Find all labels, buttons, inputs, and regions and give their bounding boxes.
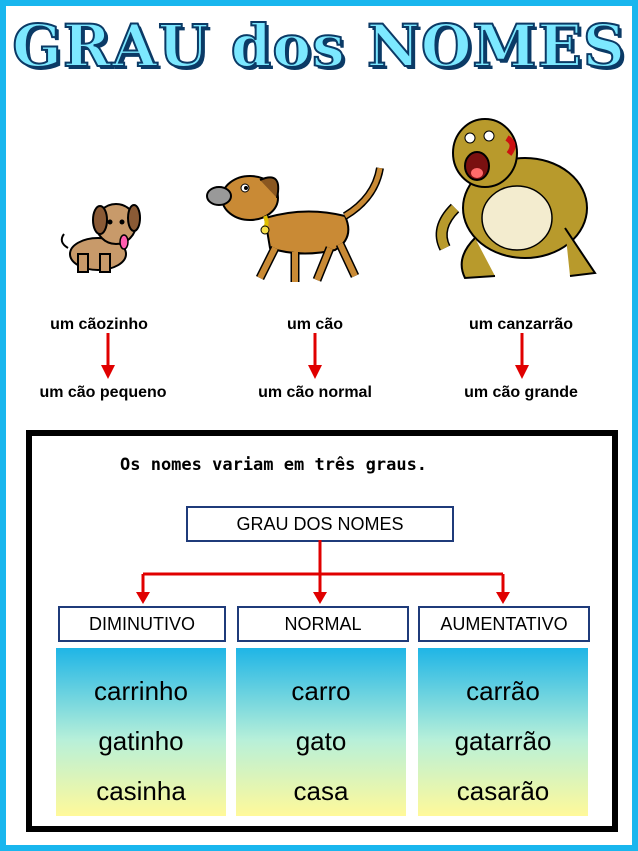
page-title: GRAU dos NOMES (12, 12, 626, 80)
word-gato: gato (295, 726, 347, 756)
label-cao: um cão (286, 316, 343, 333)
word-casa: casa (293, 776, 349, 806)
label-cao-grande: um cão grande (464, 384, 578, 401)
label-canzarrao: um canzarrão (468, 316, 574, 333)
box-heading: Os nomes variam em três graus. (120, 455, 428, 475)
header-aumentativo: AUMENTATIVO (418, 606, 590, 642)
label-cao-pequeno: um cão pequeno (39, 384, 167, 401)
word-gatarrao: gatarrão (454, 726, 552, 756)
label-caozinho: um cãozinho (50, 316, 148, 333)
big-dog-illustration (425, 108, 605, 284)
column-diminutivo (56, 648, 226, 816)
word-carrinho: carrinho (94, 676, 188, 706)
arrow-down-icon (308, 333, 322, 379)
header-normal: NORMAL (237, 606, 409, 642)
root-node: GRAU DOS NOMES (186, 506, 454, 542)
header-diminutivo: DIMINUTIVO (58, 606, 226, 642)
word-carro: carro (291, 676, 351, 706)
column-normal (236, 648, 406, 816)
column-aumentativo (418, 648, 588, 816)
word-casinha: casinha (96, 776, 186, 806)
word-gatinho: gatinho (98, 726, 184, 756)
word-casarao: casarão (456, 776, 550, 806)
normal-dog-illustration (205, 158, 390, 290)
arrow-down-icon (515, 333, 529, 379)
label-cao-normal: um cão normal (258, 384, 372, 401)
arrow-down-icon (101, 333, 115, 379)
word-carrao: carrão (466, 676, 540, 706)
small-puppy-illustration (58, 198, 148, 276)
